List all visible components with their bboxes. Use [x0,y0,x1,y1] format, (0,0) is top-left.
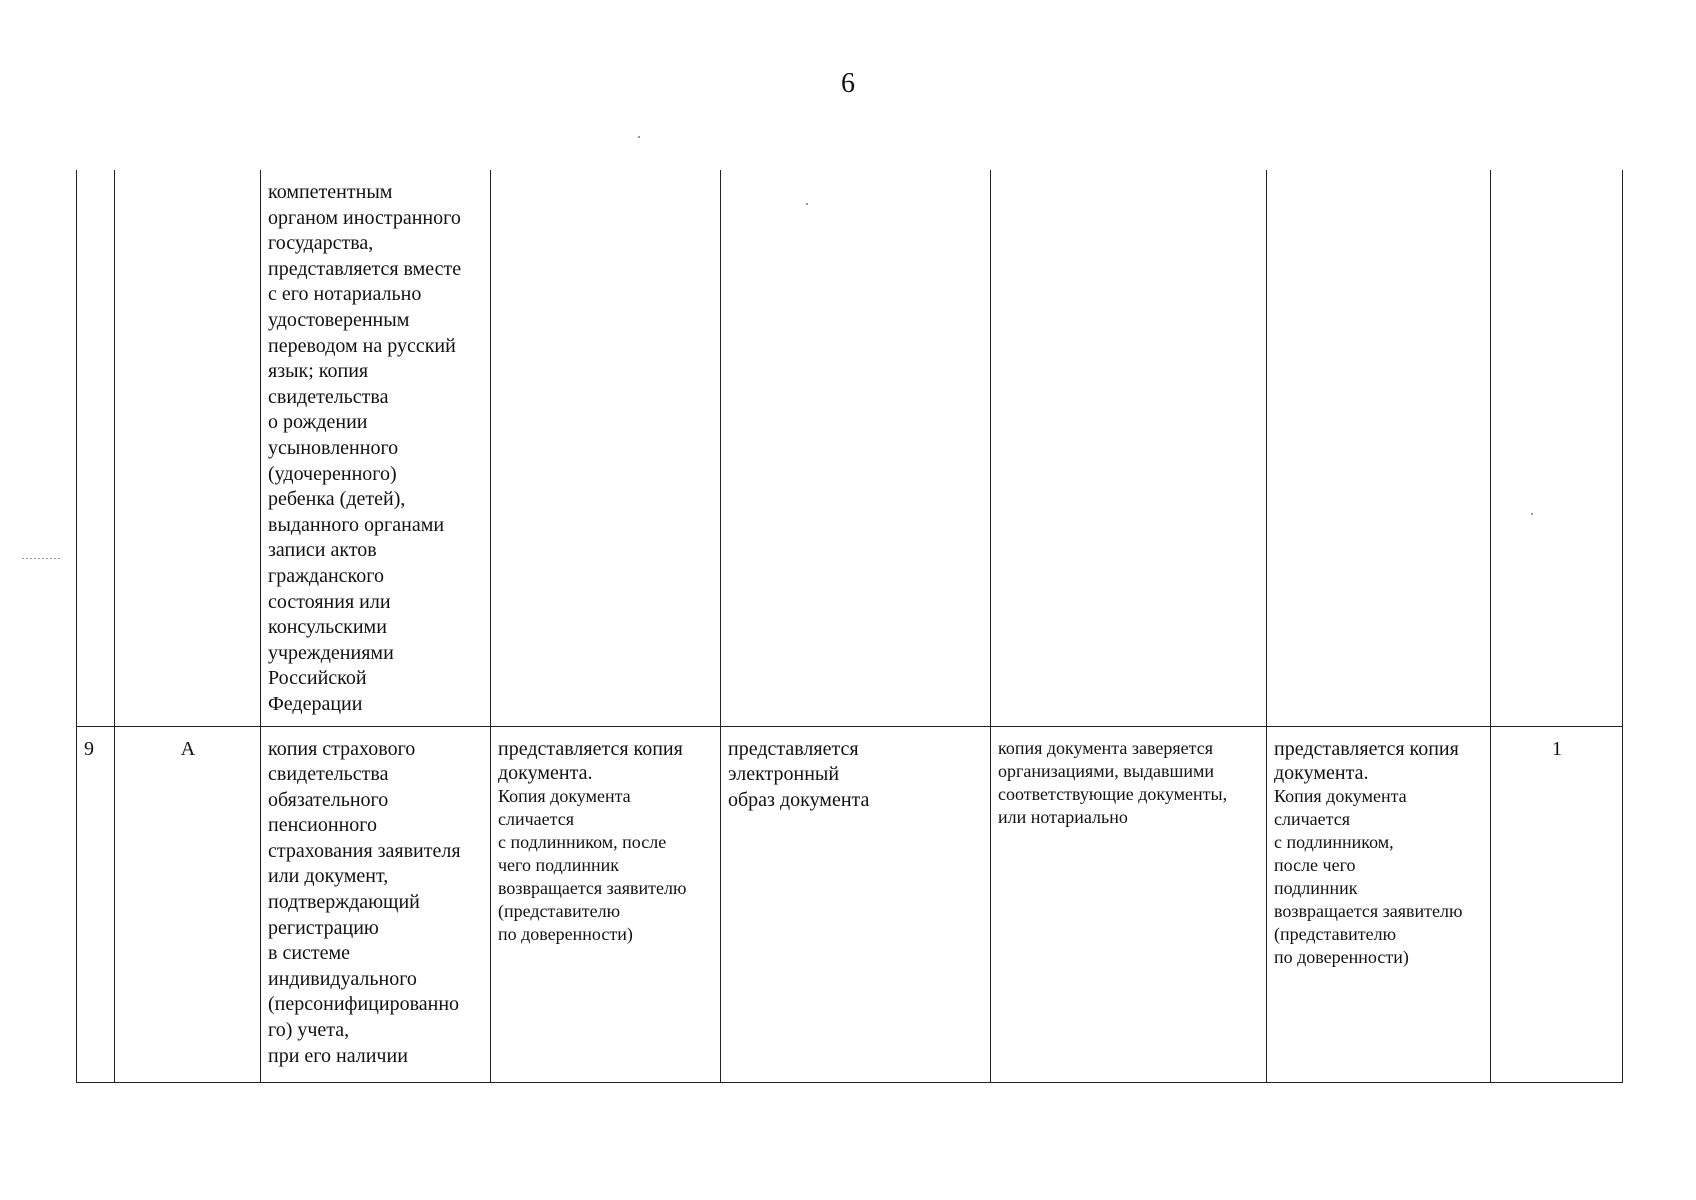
cell-count [1491,170,1623,726]
scan-speck [638,136,640,138]
cell-document: копия страхового свидетельства обязательного пенсионного страхования заявителя или документ, подтверждающий регистрацию в системе индивидуального (персонифицированно го) учета, при его наличии [261,726,491,1082]
paper-form-lead: представляется копия документа. [498,737,683,784]
requirements-table [76,170,1623,1083]
cell-electronic-form: представляется электронный образ документа [721,726,991,1082]
cell-number: 9 [77,726,115,1082]
cell-paper-form [491,170,721,726]
cell-paper-form [491,726,721,1082]
cell-electronic-form [721,170,991,726]
cell-category: А [115,726,261,1082]
page-number: 6 [841,68,855,99]
cell-certification: копия документа заверяется организациями, выдавшими соответствующие документы, или нотариально [991,726,1267,1082]
table-row-continuation [77,170,1623,726]
paper-form-note: Копия документа сличается с подлинником, после чего подлинник возвращается заявителю (представителю по доверенности) [498,785,687,944]
cell-count: 1 [1491,726,1623,1082]
cell-document: компетентным органом иностранного государства, представляется вместе с его нотариально удостоверенным переводом на русский язык; копия свидетельства о рождении усыновленного (удочеренного) ребенка (детей), выданного органами записи актов гражданского состояния или консульскими учреждениями Российской Федерации [261,170,491,726]
cell-category [115,170,261,726]
mfc-form-lead: представляется копия документа. [1274,737,1459,784]
cell-mfc-form [1267,170,1491,726]
cell-mfc-form [1267,726,1491,1082]
table-row-9 [77,726,1623,1082]
cell-certification [991,170,1267,726]
margin-mark [22,558,60,559]
cell-number [77,170,115,726]
mfc-form-note: Копия документа сличается с подлинником, после чего подлинник возвращается заявителю (представителю по доверенности) [1274,785,1463,967]
